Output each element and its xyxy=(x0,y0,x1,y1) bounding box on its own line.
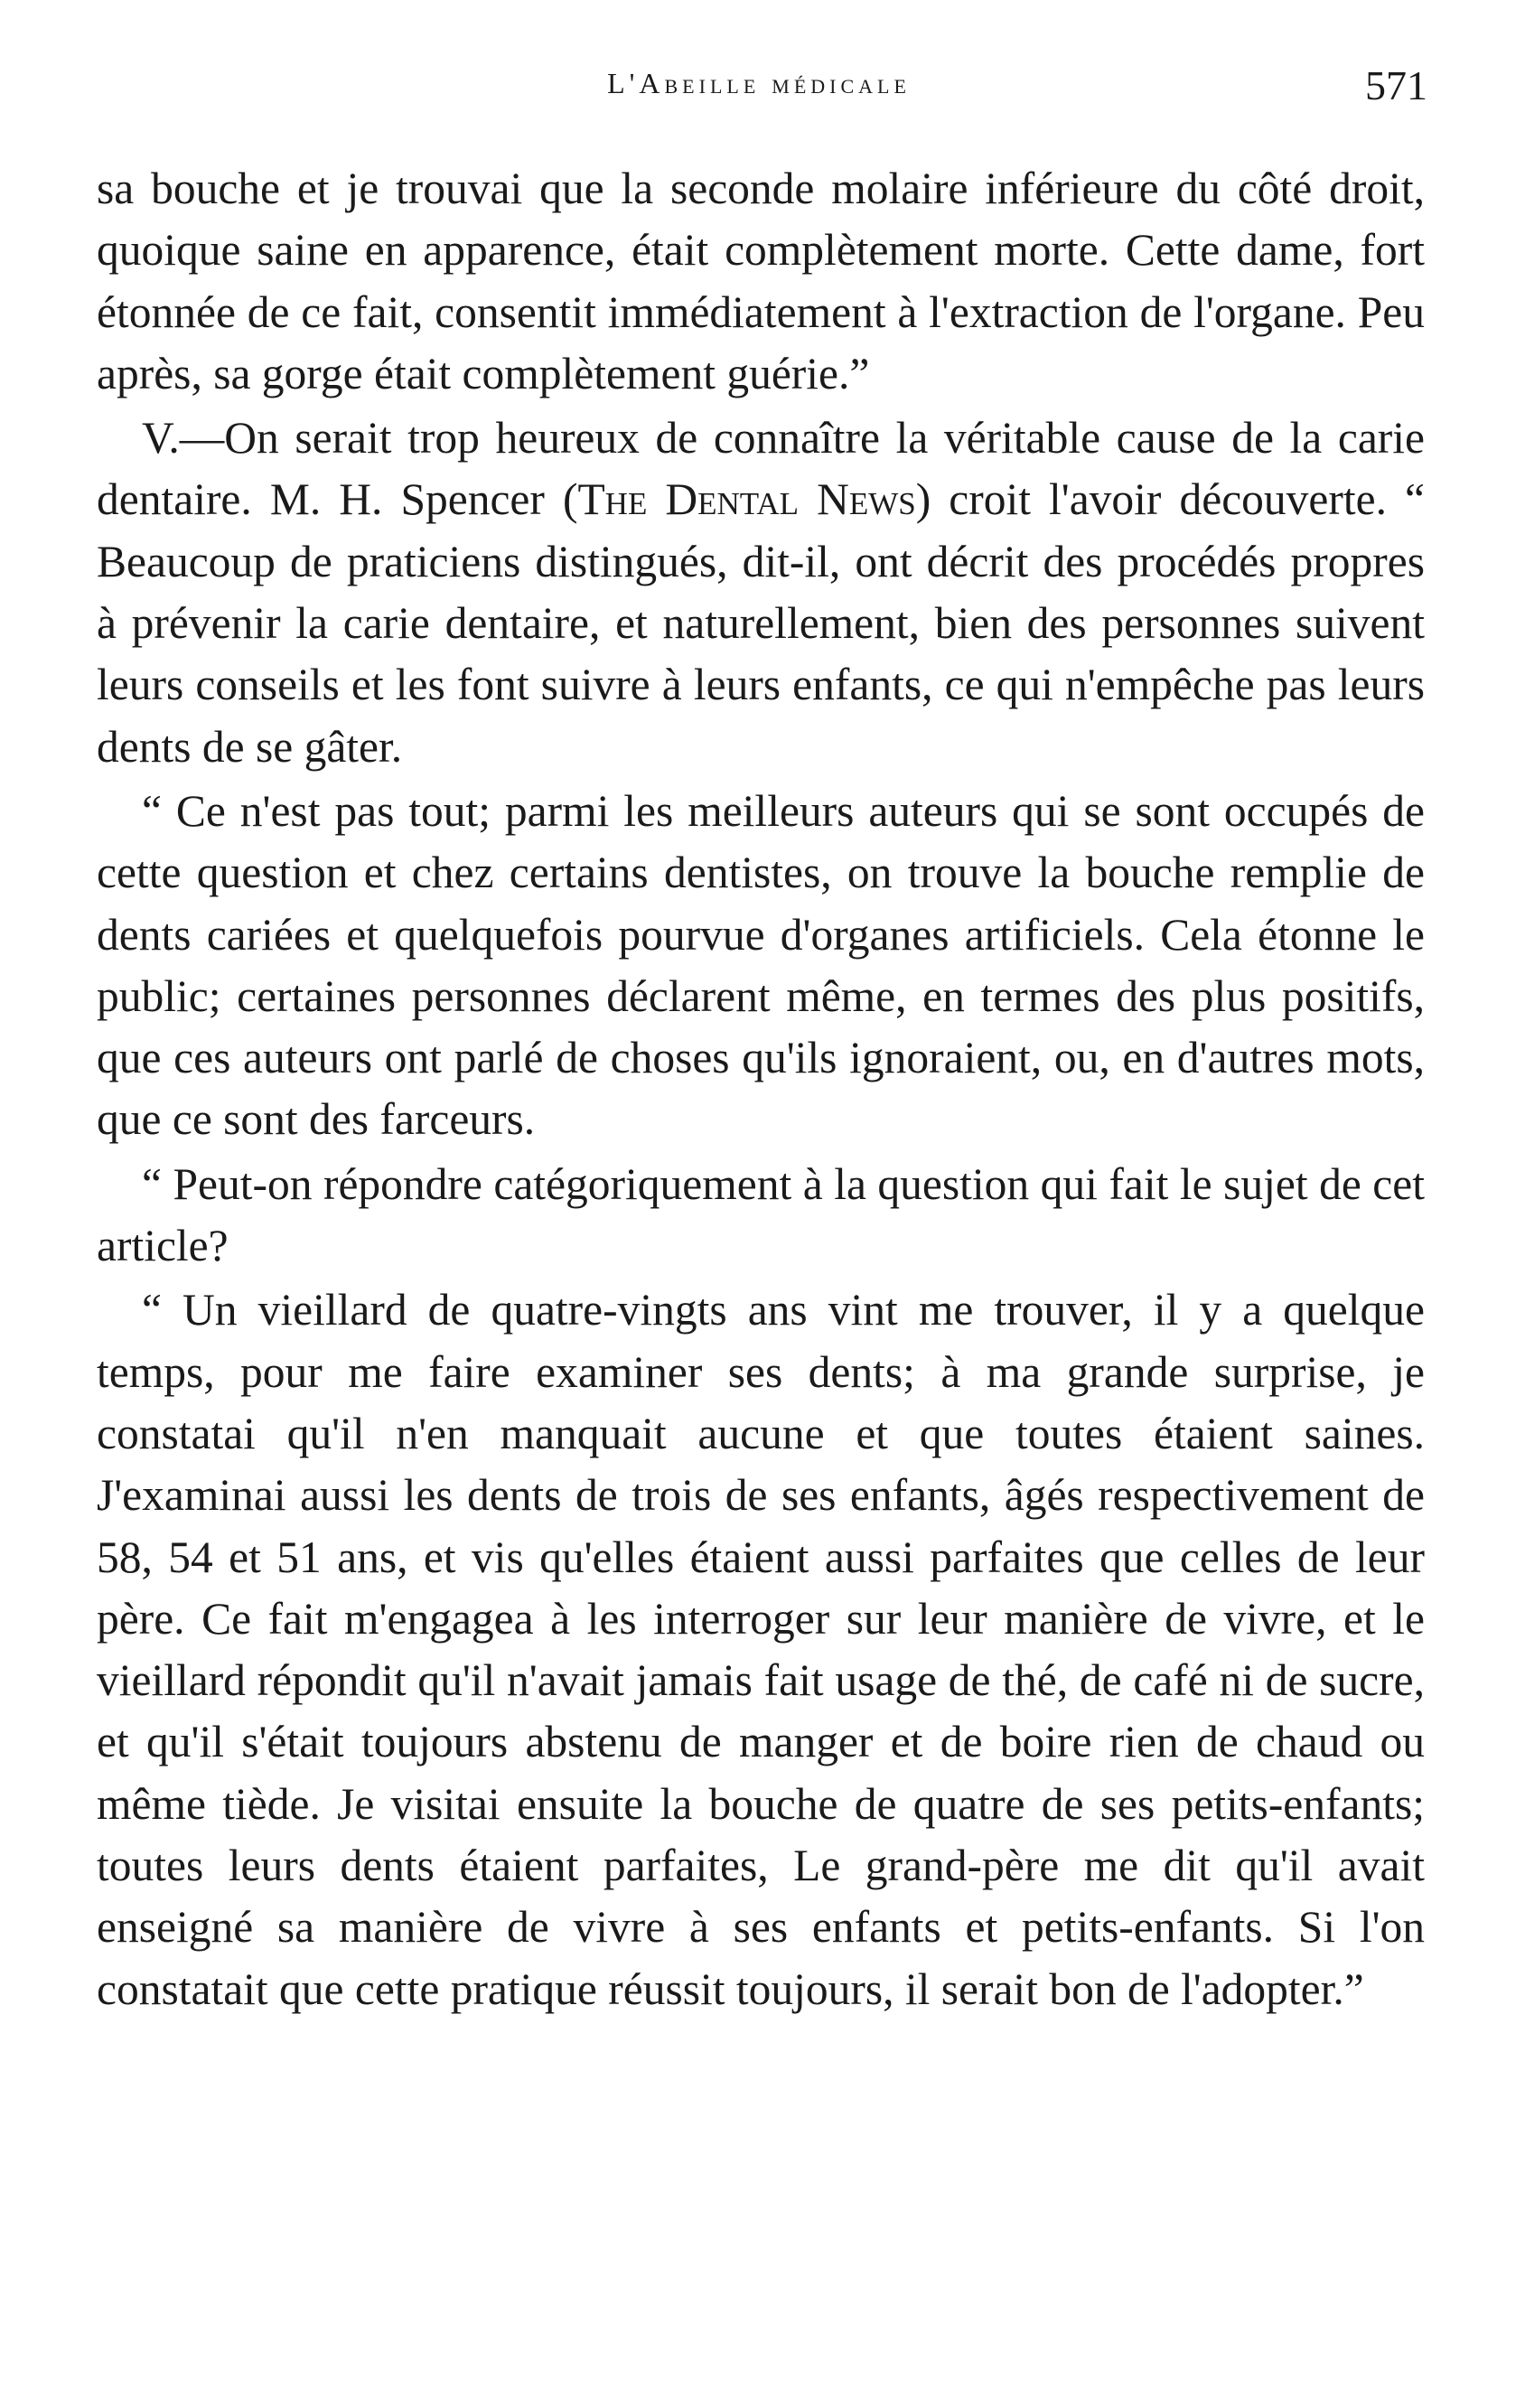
paragraph-section-v xyxy=(97,408,1425,778)
paragraph-continuation: sa bouche et je trouvai que la seconde molaire inférieure du côté droit, quoique saine en apparence, était complètement morte. Cette dame, fort étonnée de ce fait, consentit immédiatement à l'extraction de l'organe. Peu après, sa gorge était complètement guérie.” xyxy=(97,164,1425,398)
paragraph-text: V.—On serait trop heureux de connaître la véritable cause de la carie dentaire. M. H. Spencer ( xyxy=(97,413,1425,525)
paragraph-quote: “ Un vieillard de quatre-vingts ans vint me trouver, il y a quelque temps, pour me faire examiner ses dents; à ma grande surprise, je constatai qu'il n'en manquait aucune et que toutes étaient saines. J'examinai aussi les dents de trois de ses enfants, âgés respectivement de 58, 54 et 51 ans, et vis qu'elles étaient aussi parfaites que celles de leur père. Ce fait m'engagea à les interroger sur leur manière de vivre, et le vieillard répondit qu'il n'avait jamais fait usage de thé, de café ni de sucre, et qu'il s'était toujours abstenu de manger et de boire rien de chaud ou même tiède. Je visitai ensuite la bouche de quatre de ses petits-enfants; toutes leurs dents étaient parfaites, Le grand-père me dit qu'il avait enseigné sa manière de vivre à ses enfants et petits-enfants. Si l'on constatait que cette pratique réussit toujours, il serait bon de l'adopter.” xyxy=(97,1285,1425,2014)
page-number: 571 xyxy=(1365,62,1427,108)
journal-title: The Dental News xyxy=(577,474,916,525)
paragraph-quote: “ Ce n'est pas tout; parmi les meilleurs auteurs qui se sont occupés de cette question et chez certains dentistes, on trouve la bouche remplie de dents cariées et quelquefois pourvue d'organes artificiels. Cela étonne le public; certaines personnes déclarent même, en termes des plus positifs, que ces auteurs ont parlé de choses qu'ils ignoraient, ou, en d'autres mots, que ce sont des farceurs. xyxy=(97,785,1425,1145)
body-text xyxy=(97,158,1425,2020)
running-title: L'Abeille médicale xyxy=(607,67,911,99)
paragraph-text: ) croit l'avoir découverte. “ Beaucoup de praticiens distingués, dit-il, ont décrit des procédés propres à prévenir la carie dentaire, et naturellement, bien des personnes suivent leurs conseils et les font suivre à leurs enfants, ce qui n'empêche pas leurs dents de se gâter. xyxy=(97,474,1425,772)
paragraph-quote: “ Peut-on répondre catégoriquement à la question qui fait le sujet de cet article? xyxy=(97,1158,1425,1271)
running-head xyxy=(90,62,1427,121)
